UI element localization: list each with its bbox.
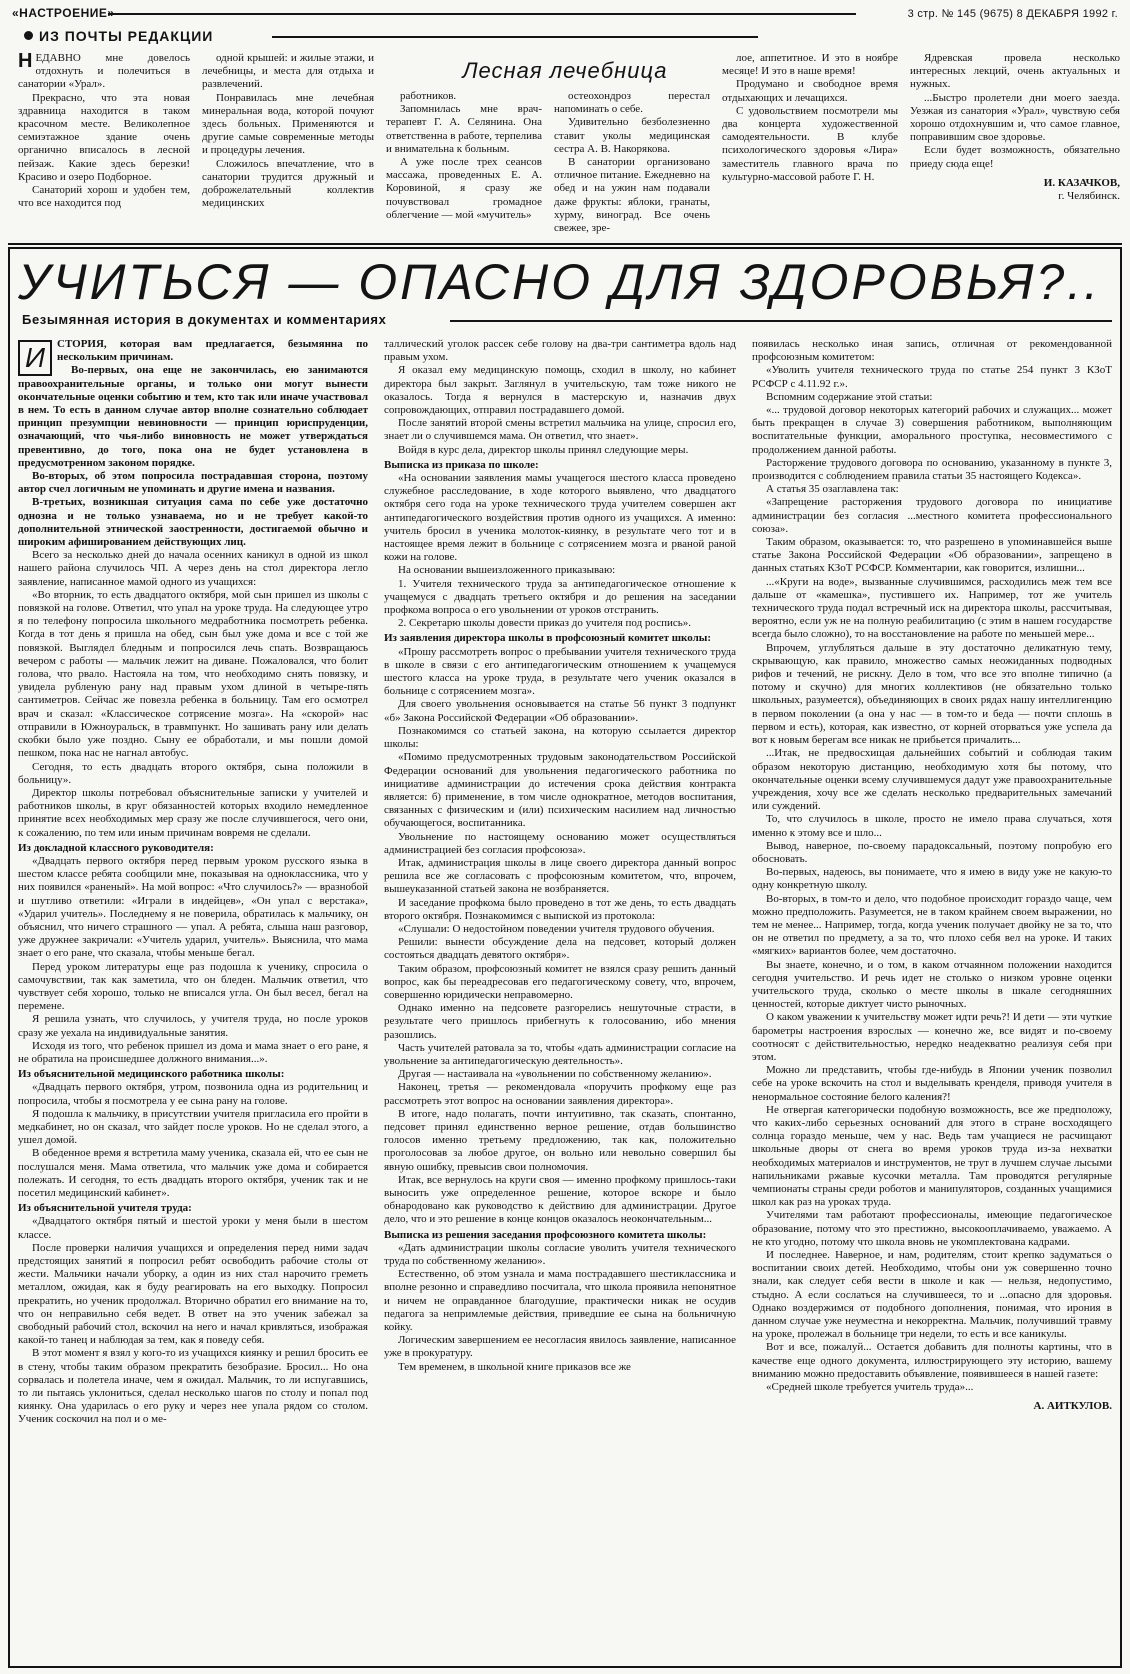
paragraph-text: Впрочем, углубляться дальше в эту достаточно деликатную тему, скрывающую, как правило, множество самых неожиданных подводных рифов и течений, не рискну. Дело в том, что все это вполне типично (а потому и скучно) для многих коллективов (не обязательно только школьных, разумеется), объединяющих в своих рядах нашу интеллигенцию в первом поколении (а она у нас — в том-то и беда — почти сплошь в первом и есть), которая, как известно, от корней оторваться уже успела да вот к новым берегам все никак не прибьется причалить... — [752, 641, 1112, 747]
paragraph-text: Если будет возможность, обязательно приеду сюда еще! — [910, 144, 1120, 170]
paragraph-text: Ядревская провела несколько интересных лекций, очень актуальных и нужных. — [910, 52, 1120, 91]
paragraph-text: После занятий второй смены встретил мальчика на улице, спросил его, знает ли о случившемся мама. Он ответил, что знает». — [384, 417, 736, 443]
paragraph-text: Вот и все, пожалуй... Остается добавить для полноты картины, что в качестве еще одного документа, иллюстрирующего эту историю, вашему вниманию можно предоставить объявление, появившееся в нашей газете: — [752, 1341, 1112, 1380]
paragraph — [384, 936, 736, 962]
paragraph — [752, 1381, 1112, 1394]
paragraph-text: Перед уроком литературы еще раз подошла к ученику, спросила о самочувствии, так как заметила, что он бледен. Мальчик ответил, что чувствует себя хорошо, только не вписался угла. Он был весел, бегал на перемене. — [18, 960, 368, 1013]
paragraph-text: Наконец, третья — рекомендовала «поручить профкому еще раз рассмотреть этот вопрос на основании заявления директора». — [384, 1081, 736, 1107]
paragraph — [18, 589, 368, 761]
paragraph-text: Из докладной классного руководителя: — [18, 841, 214, 854]
paragraph-text: Исходя из того, что ребенок пришел из дома и мама знает о его ране, я не обратила на происшедшее должного внимания...». — [18, 1039, 368, 1065]
section-divider — [8, 243, 1122, 245]
paragraph — [384, 1361, 736, 1374]
paragraph — [384, 1334, 736, 1360]
paragraph-text: В санатории организовано отличное питание. Ежедневно на обед и на ужин нам подавали даже фрукты: яблоки, гранаты, хурму, виноград. Все очень свежее, зре- — [554, 156, 710, 235]
paragraph-text: Во-первых, она еще не закончилась, ею занимаются правоохранительные органы, и только они могут вынести окончательные оценки событию и тем, кто так или иначе участвовал в нем. То есть в данном случае автор вполне сознательно соблюдает принцип презумпции невиновности — принцип юриспруденции, означающий, что чья-либо виновность не может утверждаться превентивно, до того, пока она не будет установлена в предусмотренном законом порядке. — [18, 364, 368, 469]
paragraph-text: Однако именно на педсовете разгорелись нешуточные страсти, в результате чего пришлось прибегнуть к голосованию, ибо мнения разошлись. — [384, 1002, 736, 1041]
paragraph-text: «Во вторник, то есть двадцатого октября, мой сын пришел из школы с повязкой на голове. Ответил, что упал на уроке труда. На следующее утро я по телефону попросила школьного медработника посмотреть ребенка. Когда в тот день я пришла на обед, сын был уже дома и все с той же повязкой. Выглядел бледным и попросился лечь спать. Возвращаюсь вечером с работы — мальчик лежит на диване. Пожаловался, что болит голова, что рвало. Настояла на том, что необходимо снять повязку, и увидела рубленую рану над правым ухом длиной в четыре-пять сантиметров. Сейчас же повезла ребенка в больницу. Там его осмотрел врач и сказал: «Классическое сотрясение мозга». На «скорой» нас отправили в Южноуральск, в травмпункт. Но зашивать рану или делать скобки было уже поздно. Сыну ее обработали, и мы пошли домой пешком, пока нас не нагнал автобус. — [18, 588, 368, 760]
article-column-1 — [18, 338, 368, 1656]
article-column-3-text — [752, 338, 1112, 1394]
paragraph-text: Я подошла к мальчику, в присутствии учителя пригласила его пройти в медкабинет, но он сказал, что зайдет после уроков. Но не сделал этого, а ушел домой. — [18, 1107, 368, 1147]
paragraph-text: Итак, администрация школы в лице своего директора данный вопрос решила все же согласовать с профсоюзным комитетом, что, впрочем, вышеуказанной статьей закона не возбраняется. — [384, 856, 736, 896]
paragraph-text: Увольнение по настоящему основанию может осуществляться администрацией без согласия профсоюза». — [384, 830, 736, 856]
paragraph-text: «Двадцатого октября пятый и шестой уроки у меня были в шестом классе. — [18, 1215, 368, 1241]
paragraph-text: «Дать администрации школы согласие уволить учителя технического труда по собственному желанию». — [384, 1241, 736, 1268]
paragraph-text: В обеденное время я встретила маму ученика, сказала ей, что ее сын не послушался меня. Мама ответила, что мальчик уже дома и собирается полежать. И сегодня, то есть двадцать второго октября, ученик так и не посетил медицинский кабинет». — [18, 1147, 368, 1199]
paragraph — [384, 1268, 736, 1334]
subhead-rule — [450, 320, 1112, 322]
paragraph — [384, 897, 736, 923]
paragraph — [384, 1108, 736, 1174]
paragraph — [384, 751, 736, 830]
paragraph — [18, 338, 368, 373]
paragraph — [910, 144, 1120, 170]
paragraph — [752, 391, 1112, 404]
paragraph-text: Прекрасно, что эта новая здравница находится в таком красочном месте. Великолепное семиэтажное здание очень органично вписалось в лесной пейзаж. Какие здесь березки! Красиво и озеро Подборное. — [18, 91, 190, 183]
paragraph — [752, 893, 1112, 959]
paragraph-text: Санаторий хорош и удобен тем, что все находится под — [18, 184, 190, 210]
article-subhead: Безымянная история в документах и комментариях — [22, 312, 387, 327]
paragraph-text: Всего за несколько дней до начала осенних каникул в одной из школ нашего района случилось ЧП. А через день на стол директора легло заявление, написанное мамой одного из учащихся: — [18, 549, 368, 588]
paragraph — [752, 959, 1112, 1012]
paragraph-text: Из заявления директора школы в профсоюзный комитет школы: — [384, 632, 712, 645]
paragraph — [752, 364, 1112, 390]
paragraph-text: «Двадцать первого октября, утром, позвонила одна из родительниц и попросила, чтобы я посмотрела у ее сына рану на голове. — [18, 1081, 368, 1107]
paragraph — [910, 52, 1120, 92]
paragraph-text: «Средней школе требуется учитель труда»... — [766, 1381, 974, 1394]
paragraph — [752, 576, 1112, 642]
paragraph — [384, 646, 736, 699]
paragraph — [386, 103, 542, 156]
paragraph — [752, 338, 1112, 364]
paragraph-text: Расторжение трудового договора по основанию, указанному в пункте 3, производится с соблюдением правила статьи 35 настоящего Кодекса». — [752, 456, 1112, 483]
letter-city: г. Челябинск. — [1058, 190, 1120, 203]
paragraph-text: То, что случилось в школе, просто не имело права случаться, хотя именно к этому все и шло... — [752, 813, 1112, 839]
paragraph-text: «Двадцать первого октября перед первым уроком русского языка в шестом классе ребята сообщили мне, показывая на одноклассника, что у них появился «раненый». На мой вопрос: «Что случилось?» — вразнобой и шутливо ответили: «Играли в индейцев», «Он упал с верстака», «Ударил учитель». Последнему я не поверила, обратилась к мальчику, он объяснил, что ничего страшного — упал. А ребята, слыша наш разговор, уже дружнее закричали: «Учитель ударил, учитель». Выяснила, что мама знает о его ране, что сказала, чтобы меньше бегал. — [18, 854, 368, 960]
paragraph — [18, 92, 190, 184]
paragraph-text: появилась несколько иная запись, отличная от рекомендованной профсоюзным комитетом: — [752, 338, 1112, 364]
paragraph-text: Вывод, наверное, по-своему парадоксальный, поэтому попробую его обосновать. — [752, 839, 1112, 865]
paragraph-text: ЕДАВНО мне довелось отдохнуть и полечиться в санатории «Урал». — [18, 52, 190, 91]
paragraph — [752, 866, 1112, 892]
paragraph-text: Продумано и свободное время отдыхающих и лечащихся. — [722, 78, 898, 104]
drop-cap: И — [18, 340, 52, 376]
paragraph — [18, 1147, 368, 1200]
letter-column-1 — [18, 52, 190, 236]
paragraph — [752, 404, 1112, 457]
letter-column-4 — [554, 90, 710, 236]
paragraph — [722, 105, 898, 184]
paragraph-text: Во-первых, надеюсь, вы понимаете, что я имею в виду уже не какую-то одну конкретную школу. — [752, 866, 1112, 892]
drop-cap: Н — [18, 52, 33, 72]
paragraph — [18, 364, 368, 470]
masthead — [12, 4, 1118, 26]
paragraph — [384, 364, 736, 417]
letter-signature — [910, 177, 1120, 203]
paragraph — [18, 855, 368, 961]
paragraph-text: Вспомним содержание этой статьи: — [766, 390, 933, 403]
paragraph — [752, 536, 1112, 576]
paragraph — [18, 496, 368, 549]
paragraph — [384, 725, 736, 751]
paragraph-text: «На основании заявления мамы учащегося шестого класса проведено служебное расследование, в ходе которого выявлено, что двадцатого октября сего года на уроке технического труда учителем совершен акт антипедагогического воздействия против одного из учащихся. А именно: учитель бросил в ученика молоток-киянку, в результате чего тот и в настоящее время лежит в больнице с сотрясением мозга и рваной раной кожи на голове. — [384, 472, 736, 564]
paragraph — [386, 156, 542, 222]
section-heading — [18, 842, 368, 855]
paragraph-text: «Помимо предусмотренных трудовым законодательством Российской Федерации оснований для увольнения педагогического работника по инициативе администрации до истечения срока действия контракта является: б) применение, в том числе однократное, методов воспитания, связанных с физическим и (или) психическим насилием над личностью обучающегося, воспитанника. — [384, 751, 736, 830]
paragraph — [752, 642, 1112, 748]
paragraph — [384, 698, 736, 724]
paragraph — [18, 1108, 368, 1148]
paragraph — [18, 1215, 368, 1241]
paragraph — [18, 184, 190, 210]
paragraph-text: После проверки наличия учащихся и определения перед ними задач предстоящих занятий я попросил ребят освободить рабочие столы от жести. Мальчики начали уборку, а один из них стал нарочито греметь металлом, ожидая, как я буду реагировать на его выходку. Попросил прекратить, но ученик продолжал. Вторично обратил его внимание на то, что он неправильно себя ведет. В ответ на это ученик забежал за свободный рабочий стол, вскочил на него и начал кривляться, изображая какой-то танец и наблюдая за тем, как я поведу себя. — [18, 1241, 368, 1347]
paragraph-text: Не отвергая категорически подобную возможность, все же предположу, что каких-либо серьезных оснований для этого в стране восходящего солнца гораздо меньше, чем у нас. Ведь там учащиеся не расчищают школьные дворы от снега во время уроков труда из-за нехватки необходимых материалов и инструментов, не трут в лучшем случае лысыми напильниками ржавые кусочки металла. Там проводятся регулярные чемпионаты страны среди роботов и манипуляторов, созданных учащимися школ как раз на уроках труда. — [752, 1103, 1112, 1209]
paragraph — [384, 857, 736, 897]
article-headline: УЧИТЬСЯ — ОПАСНО ДЛЯ ЗДОРОВЬЯ?.. — [18, 254, 1102, 310]
paragraph — [752, 483, 1112, 496]
paragraph — [384, 617, 736, 630]
paragraph-text: работников. — [400, 90, 457, 102]
paragraph-text: «Уволить учителя технического труда по статье 254 пункт 3 КЗоТ РСФСР с 4.11.92 г.». — [752, 364, 1112, 390]
paragraph — [384, 831, 736, 857]
paragraph-text: Во-вторых, в том-то и дело, что подобное происходит гораздо чаще, чем можно предположить. Разумеется, не в таком крайнем своем выражении, но тем не менее... Например, тогда, когда ученик получает двойку не за то, что он не ответил по предмету, а за то, что плохо себя вел на уроке. И таких «мягких» вариантов более, чем достаточно. — [752, 892, 1112, 958]
paragraph-text: одной крышей: и жилые этажи, и лечебницы, и места для отдыха и развлечений. — [202, 52, 374, 91]
paragraph-text: С удовольствием посмотрели мы два концерта художественной самодеятельности. В клубе психологического здоровья «Лира» заместитель главного врача по культурно-массовой работе Г. Н. — [722, 104, 898, 183]
paragraph — [910, 92, 1120, 145]
paragraph-text: Учителями там работают профессионалы, имеющие педагогическое образование, потому что это престижно, высокооплачиваемо, уважаемо. А не кто угодно, потому что школа вновь не укомплектована кадрами. — [752, 1209, 1112, 1248]
paragraph-text: Сложилось впечатление, что в санатории трудится дружный и доброжелательный коллектив медицинских — [202, 157, 374, 210]
paragraph-text: ...Итак, не предвосхищая дальнейших событий и соблюдая таким образом некоторую дистанцию, необходимую хотя бы потому, что окончательные оценки всему случившемуся дадут уже правоохранительные учреждения, хочу все же сделать несколько предварительных замечаний или суждений. — [752, 747, 1112, 813]
article-column-3 — [752, 338, 1112, 1656]
paragraph — [384, 963, 736, 1003]
section-heading — [18, 1202, 368, 1215]
paragraph-text: Удивительно безболезненно ставит уколы медицинская сестра А. В. Накорякова. — [554, 116, 710, 155]
paragraph — [722, 52, 898, 78]
section-rubric: «НАСТРОЕНИЕ» — [12, 6, 115, 20]
paragraph — [18, 470, 368, 496]
paragraph-text: ...«Круги на воде», вызванные случившимся, расходились меж тем все дальше от «камешка», пустившего их. Например, тот же учитель технического труда подал встречный иск на директора школы, рассчитывая, вероятно, если уж не на полную реабилитацию (с этим в нашем государстве всегда было сложно), то на восстановление на работе по меньшей мере... — [752, 575, 1112, 641]
letter-rubric — [24, 28, 213, 44]
paragraph-text: ...Быстро пролетели дни моего заезда. Уезжая из санатория «Урал», чувствую себя хорошо отдохнувшим и, что самое главное, поправившим свое здоровье. — [910, 91, 1120, 144]
paragraph — [752, 1249, 1112, 1341]
paragraph — [384, 1081, 736, 1107]
paragraph-text: Таким образом, оказывается: то, что разрешено в упоминавшейся выше статье Закона Российской Федерации «Об образовании», запрещено в данных статьях КЗоТ РСФСР. Комментарии, как говорится, излишни... — [752, 536, 1112, 575]
paragraph — [752, 457, 1112, 483]
paragraph-text: Войдя в курс дела, директор школы принял следующие меры. — [398, 443, 689, 456]
paragraph — [384, 444, 736, 457]
paragraph-text: Во-вторых, об этом попросила пострадавшая сторона, поэтому автор счел логичным не упоминать и другие имена и названия. — [18, 470, 368, 496]
paragraph-text: «Запрещение расторжения трудового договора по инициативе администрации без согласия ...местного комитета профессионального союза». — [752, 496, 1112, 535]
paragraph — [752, 496, 1112, 536]
paragraph-text: На основании вышеизложенного приказываю: — [398, 564, 616, 577]
paragraph-text: «Слушали: О недостойном поведении учителя трудового обучения. — [398, 922, 715, 935]
paragraph — [752, 1341, 1112, 1381]
paragraph — [18, 787, 368, 840]
letter-column-5 — [722, 52, 898, 236]
paragraph — [752, 747, 1112, 813]
paragraph — [18, 549, 368, 589]
paragraph-text: Запомнилась мне врач-терапевт Г. А. Селянина. Она ответственна в работе, терпелива и внимательна к больным. — [386, 103, 542, 155]
paragraph-text: Познакомимся со статьей закона, на которую ссылается директор школы: — [384, 724, 736, 751]
paragraph-text: Таким образом, профсоюзный комитет не взялся сразу решить данный вопрос, как бы переадресовав его педагогическому совету, что, впрочем, совершенно юридически неправомерно. — [384, 962, 736, 1001]
paragraph-text: О каком уважении к учительству может идти речь?! И дети — эти чуткие барометры настроения взрослых — конечно же, все видят и по-своему соотносят с действительностью, нередко неадекватно реализуя себя при этом. — [752, 1011, 1112, 1063]
paragraph-text: Решили: вынести обсуждение дела на педсовет, который должен состояться двадцать девятого октября». — [384, 936, 736, 962]
paragraph — [384, 564, 736, 577]
paragraph-text: А статья 35 озаглавлена так: — [766, 483, 899, 496]
paragraph — [18, 1013, 368, 1039]
paragraph — [384, 1068, 736, 1081]
letter-rubric-label: ИЗ ПОЧТЫ РЕДАКЦИИ — [39, 28, 214, 44]
paragraph — [384, 1174, 736, 1227]
paragraph-text: таллический уголок рассек себе голову на два-три сантиметра вдоль над правым ухом. — [384, 338, 736, 364]
paragraph-text: Можно ли представить, чтобы где-нибудь в Японии ученик позволил себе на уроке вскочить на стол и выделывать кренделя, приводя учителя в ненормальное состояние белого каления?! — [752, 1064, 1112, 1103]
paragraph-text: Выписка из решения заседания профсоюзного комитета школы: — [384, 1228, 707, 1241]
letter-author: И. КАЗАЧКОВ, — [1043, 176, 1120, 189]
article-author: А. АИТКУЛОВ. — [1033, 1400, 1112, 1413]
paragraph-text: лое, аппетитное. И это в ноябре месяце! И это в наше время! — [722, 52, 898, 78]
bullet-icon — [24, 31, 33, 40]
paragraph-text: остеохондроз перестал напоминать о себе. — [554, 90, 710, 116]
paragraph-text: Директор школы потребовал объяснительные записки у учителей и работников школы, в круг обязанностей которых входило немедленное принятие всех необходимых мер сразу же после случившегося, чего они, к сожалению, по тем или иным причинам вовремя не сделали. — [18, 786, 368, 839]
article-column-2 — [384, 338, 736, 1656]
paragraph-text: Логическим завершением ее несогласия явилось заявление, написанное уже в прокуратуру. — [384, 1334, 736, 1360]
paragraph — [752, 1209, 1112, 1249]
paragraph — [18, 1242, 368, 1348]
paragraph — [752, 840, 1112, 866]
paragraph-text: В этот момент я взял у кого-то из учащихся киянку и решил бросить ее в стену, чтобы таким образом прекратить безобразие. Бросил... Но она сорвалась и полетела иначе, чем я ожидал. Мальчик, то ли испугавшись, то ли пытаясь уклониться, сделал несколько шагов по столу и попал под киянку. Она ударилась о его руку и через нее упала рядом со столом. Ученик соскочил на пол и о ме- — [18, 1347, 368, 1426]
paragraph-text: Сегодня, то есть двадцать второго октября, сына положили в больницу». — [18, 760, 368, 786]
paragraph-text: Естественно, об этом узнала и мама пострадавшего шестиклассника и вполне резонно и справедливо посчитала, что школа проявила непонятное и ничем не оправданное благодушие, практически никак не осудив педагога за непримлемые действия, приведшие ее сына на больничную койку. — [384, 1268, 736, 1334]
paragraph — [554, 116, 710, 156]
paragraph-text: Понравилась мне лечебная минеральная вода, которой почуют здесь больных. Применяются и другие самые современные методы и процедуры лечения. — [202, 91, 374, 157]
paragraph — [202, 52, 374, 92]
paragraph — [18, 761, 368, 787]
paragraph — [752, 813, 1112, 839]
paragraph — [722, 78, 898, 104]
paragraph-text: В итоге, надо полагать, почти интуитивно, так сказать, спонтанно, педсовет принял единственно верное решение, отдав большинство голосов именно третьему предложению, так как, положительно проголосовав за любое другое, он вольно или невольно совершил бы явную ошибку, превысив свои полномочия. — [384, 1107, 736, 1173]
paragraph — [386, 90, 542, 103]
paragraph-text: И заседание профкома было проведено в тот же день, то есть двадцать второго октября. Познакомимся с выпиской из протокола: — [384, 896, 736, 922]
letter-column-3 — [386, 90, 542, 236]
section-heading — [384, 459, 736, 472]
paragraph — [18, 1347, 368, 1426]
letter-column-6-text — [910, 52, 1120, 171]
section-heading — [18, 1068, 368, 1081]
paragraph-text: В-третьих, возникшая ситуация сама по себе уже достаточно однозна и не только узнаваема, но и не требует какой-то дополнительной этнической заостренности, достигаемой обычно и широким афишированием действующих лиц. — [18, 496, 368, 549]
paragraph-text: Из объяснительной медицинского работника школы: — [18, 1068, 285, 1081]
paragraph — [752, 1064, 1112, 1104]
paragraph-text: Я оказал ему медицинскую помощь, сходил в школу, но кабинет директора был закрыт. Заглянул в учительскую, там тоже никого не оказалось. Тогда я вернулся в мастерскую и, назначив двух сопровождающих, отправил пострадавшего домой. — [384, 364, 736, 417]
section-heading — [384, 1229, 736, 1242]
paragraph — [384, 578, 736, 618]
paragraph-text: И последнее. Наверное, и нам, родителям, стоит крепко задуматься о воспитании своих детей. Необходимо, чтобы они уж совершенно точно знали, как следует себя вести в школе и как — нельзя, недопустимо, стыдно. А если сослаться на случившееся, то и ...опасно для здоровья. Однако воздержимся от подобного дополнения, понимая, что ирония в данном случае уже неуместна и некорректна. Мальчик, получивший травму на уроке, пролежал в больнице три недели, то есть и все каникулы. — [752, 1249, 1112, 1341]
paragraph-text: Вы знаете, конечно, и о том, в каком отчаянном положении находится сегодня учительство. И речь идет не столько о низком уровне оценки учительского труда, сколько о месте школы в шкале сегодняшних ценностей, которые диктует чисто рыночных. — [752, 958, 1112, 1011]
paragraph — [384, 338, 736, 364]
letter-section — [12, 28, 1118, 238]
paragraph-text: Из объяснительной учителя труда: — [18, 1202, 192, 1215]
section-heading — [384, 632, 736, 645]
paragraph-text: Для своего увольнения основывается на статье 56 пункт 3 подпункт «б» Закона Российской Федерации «Об образовании». — [384, 698, 736, 724]
paragraph-text: А уже после трех сеансов массажа, проведенных Е. А. Коровиной, я сразу же почувствовал громадное облегчение — мой «мучитель» — [386, 156, 542, 221]
paragraph — [752, 1104, 1112, 1210]
paragraph-text: Тем временем, в школьной книге приказов все же — [398, 1360, 631, 1373]
paragraph-text: «Прошу рассмотреть вопрос о пребывании учителя технического труда в школе в связи с его антипедагогическим отношением к учащемуся шестого класса на уроке труда, в результате чего ученик оказался в больнице с сотрясением мозга». — [384, 645, 736, 698]
paragraph-text: «... трудовой договор некоторых категорий рабочих и служащих... может быть прекращен в случае 3) совершения работником, выполняющим воспитательные функции, аморального проступка, несовместимого с продолжением данной работы. — [752, 404, 1112, 456]
paragraph — [18, 1081, 368, 1107]
issue-line: 3 стр. № 145 (9675) 8 ДЕКАБРЯ 1992 г. — [907, 8, 1118, 20]
paragraph-text: 2. Секретарю школы довести приказ до учителя под роспись». — [398, 617, 691, 630]
paragraph-text: 1. Учителя технического труда за антипедагогическое отношение к учащемуся с двадцать третьего октября и до решения на заседании профкома вопроса о его увольнении от уроков отстранить. — [384, 577, 736, 617]
paragraph — [384, 417, 736, 443]
paragraph — [384, 1242, 736, 1268]
paragraph — [18, 961, 368, 1014]
paragraph-text: Я решила узнать, что случилось, у учителя труда, но после уроков сразу же уехала на индивидуальные занятия. — [18, 1013, 368, 1039]
paragraph-text: Другая — настаивала на «увольнении по собственному желанию». — [398, 1068, 712, 1081]
paragraph — [384, 1002, 736, 1042]
letter-column-2 — [202, 52, 374, 236]
letter-column-6 — [910, 52, 1120, 236]
paragraph-text: СТОРИЯ, которая вам предлагается, безымянна по нескольким причинам. — [57, 338, 368, 364]
paragraph — [202, 92, 374, 158]
paragraph — [752, 1011, 1112, 1064]
paragraph — [202, 158, 374, 211]
paragraph — [18, 1040, 368, 1066]
paragraph-text: Выписка из приказа по школе: — [384, 458, 539, 471]
paragraph-text: Итак, все вернулось на круги своя — именно профкому пришлось-таки выносить уже определенное решение, которое вскоре и было обнародовано как руководство к действию для администрации. Другое дело, что и это решение в конце концов оказалось неокончательным... — [384, 1173, 736, 1226]
masthead-rule — [108, 13, 856, 15]
paragraph — [554, 90, 710, 116]
rubric-rule — [272, 36, 758, 38]
paragraph — [18, 52, 190, 92]
paragraph — [384, 472, 736, 564]
paragraph — [384, 1042, 736, 1068]
paragraph-text: Часть учителей ратовала за то, чтобы «дать администрации согласие на увольнение за антипедагогическую деятельность». — [384, 1041, 736, 1067]
letter-title: Лесная лечебница — [462, 58, 668, 83]
paragraph — [554, 156, 710, 235]
paragraph — [384, 923, 736, 936]
